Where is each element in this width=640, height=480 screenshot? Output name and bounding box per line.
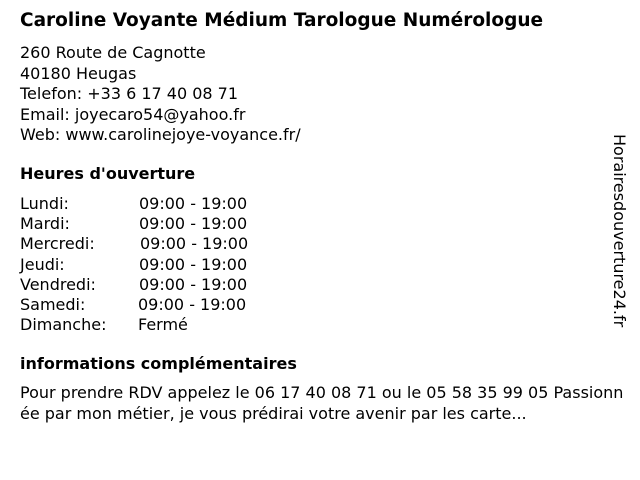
day-hours: 09:00 - 19:00 bbox=[139, 254, 248, 274]
email-line[interactable]: Email: joyecaro54@yahoo.fr bbox=[20, 104, 246, 124]
day-hours: 09:00 - 19:00 bbox=[139, 214, 248, 234]
additional-info-heading: informations complémentaires bbox=[20, 354, 297, 373]
opening-hours-heading: Heures d'ouverture bbox=[20, 164, 196, 183]
day-hours: Fermé bbox=[138, 315, 188, 335]
day-label: Samedi: bbox=[20, 294, 86, 314]
day-label: Mercredi: bbox=[20, 234, 95, 254]
phone-line[interactable]: Telefon: +33 6 17 40 08 71 bbox=[20, 84, 239, 103]
site-watermark: Horairesdouverture24.fr bbox=[610, 134, 629, 328]
day-label: Dimanche: bbox=[20, 315, 107, 335]
web-line[interactable]: Web: www.carolinejoye-voyance.fr/ bbox=[20, 125, 301, 144]
day-label: Vendredi: bbox=[20, 274, 96, 294]
day-hours: 09:00 - 19:00 bbox=[138, 294, 247, 314]
city-postal: 40180 Heugas bbox=[20, 63, 137, 83]
day-hours: 09:00 - 19:00 bbox=[139, 274, 248, 294]
street-address: 260 Route de Cagnotte bbox=[20, 43, 206, 62]
day-hours: 09:00 - 19:00 bbox=[140, 234, 249, 254]
day-label: Lundi: bbox=[20, 194, 69, 213]
contact-block bbox=[20, 43, 301, 146]
day-label: Mardi: bbox=[20, 214, 70, 234]
day-label: Jeudi: bbox=[20, 254, 65, 274]
business-title: Caroline Voyante Médium Tarologue Numérologue bbox=[20, 10, 544, 31]
day-hours: 09:00 - 19:00 bbox=[139, 194, 248, 213]
additional-info-text: Pour prendre RDV appelez le 06 17 40 08 71 ou le 05 58 35 99 05 Passionnée par mon métier, je vous prédirai votre avenir par les carte... bbox=[20, 383, 624, 423]
